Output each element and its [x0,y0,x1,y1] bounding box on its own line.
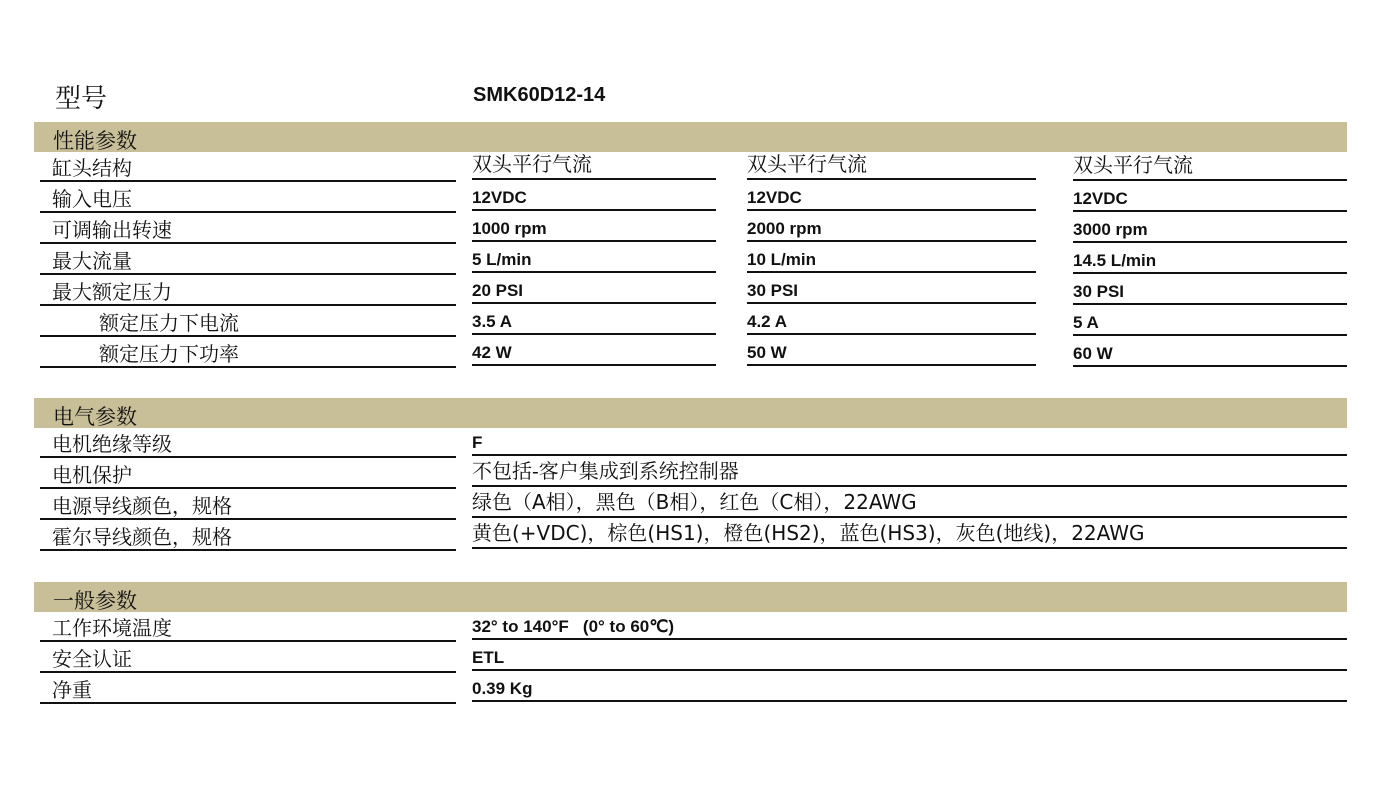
cell-text: 2000 rpm [747,219,822,238]
cell-text: 30 PSI [747,281,799,300]
cell-max-flow-1 [472,243,716,273]
cell-text: 5 A [1073,313,1099,332]
model-value: SMK60D12-14 [473,84,606,106]
cell-text: 不包括-客户集成到系统控制器 [472,459,739,483]
cell-cylinder-head-2 [747,150,1036,180]
cell-text: 双头平行气流 [1073,153,1193,177]
cell-text: 0.39 Kg [472,679,533,698]
cell-rated-current-3 [1073,306,1347,336]
cell-rated-current-2 [747,305,1036,335]
cell-cylinder-head-1 [472,150,716,180]
cell-output-speed-1 [472,212,716,242]
electrical-title: 电气参数 [53,405,137,429]
general-title: 一般参数 [53,589,137,613]
cell-max-pressure-3 [1073,275,1347,305]
row-label-insulation-class [40,428,456,458]
cell-power-lead-colors [472,488,1347,518]
cell-input-voltage-3 [1073,182,1347,212]
row-label-input-voltage [40,183,456,213]
cell-text: ETL [472,648,505,667]
cell-text: 1000 rpm [472,219,547,238]
row-label-hall-lead-colors [40,521,456,551]
cell-text: 3000 rpm [1073,220,1148,239]
cell-text: 50 W [747,343,787,362]
cell-rated-current-1 [472,305,716,335]
cell-text: 20 PSI [472,281,524,300]
cell-net-weight [472,672,1347,702]
cell-max-flow-2 [747,243,1036,273]
cell-cylinder-head-3 [1073,151,1347,181]
cell-text: 黄色(+VDC)，棕色(HS1)，橙色(HS2)，蓝色(HS3)，灰色(地线)，22AWG [472,521,1145,545]
row-label-motor-protection [40,459,456,489]
cell-max-pressure-1 [472,274,716,304]
row-label-operating-temperature [40,612,456,642]
cell-text: 3.5 A [472,312,513,331]
cell-max-pressure-2 [747,274,1036,304]
label-text: 最大流量 [52,249,132,273]
label-text: 霍尔导线颜色，规格 [52,525,232,549]
cell-insulation-class [472,426,1347,456]
label-text: 工作环境温度 [52,616,172,640]
model-label: 型号 [55,84,108,114]
label-text: 电机保护 [52,463,132,487]
row-label-max-pressure [40,276,456,306]
cell-text: 10 L/min [747,250,816,269]
cell-rated-power-2 [747,336,1036,366]
cell-safety-certification [472,641,1347,671]
cell-text: 12VDC [747,188,802,207]
cell-text: 30 PSI [1073,282,1125,301]
performance-section-header [34,122,1347,152]
label-text: 额定压力下电流 [99,311,239,335]
cell-text: F [472,433,483,452]
row-label-safety-certification [40,643,456,673]
cell-text: 双头平行气流 [747,152,867,176]
cell-max-flow-3 [1073,244,1347,274]
label-text: 电机绝缘等级 [52,432,172,456]
label-text: 安全认证 [52,647,132,671]
label-text: 电源导线颜色，规格 [52,494,232,518]
cell-input-voltage-2 [747,181,1036,211]
row-label-cylinder-head [40,152,456,182]
row-label-max-flow [40,245,456,275]
cell-text: 12VDC [1073,189,1128,208]
row-label-rated-current [40,307,456,337]
general-section-header [34,582,1347,612]
cell-text: 绿色（A相），黑色（B相），红色（C相），22AWG [472,490,917,514]
cell-text: 14.5 L/min [1073,251,1157,270]
cell-text: 5 L/min [472,250,532,269]
cell-input-voltage-1 [472,181,716,211]
performance-title: 性能参数 [53,129,137,153]
cell-output-speed-3 [1073,213,1347,243]
row-label-rated-power [40,338,456,368]
cell-rated-power-1 [472,336,716,366]
label-text: 额定压力下功率 [99,342,239,366]
cell-operating-temperature [472,610,1347,640]
cell-text: 4.2 A [747,312,788,331]
cell-rated-power-3 [1073,337,1347,367]
label-text: 可调输出转速 [52,218,172,242]
cell-output-speed-2 [747,212,1036,242]
row-label-output-speed [40,214,456,244]
cell-text: 12VDC [472,188,527,207]
cell-text: 32° to 140°F (0° to 60℃) [472,617,674,636]
cell-motor-protection [472,457,1347,487]
cell-text: 双头平行气流 [472,152,592,176]
label-text: 最大额定压力 [52,280,172,304]
cell-text: 42 W [472,343,512,362]
label-text: 输入电压 [52,187,132,211]
cell-text: 60 W [1073,344,1113,363]
electrical-section-header [34,398,1347,428]
row-label-power-lead-colors [40,490,456,520]
cell-hall-lead-colors [472,519,1347,549]
label-text: 缸头结构 [52,156,132,180]
label-text: 净重 [52,678,92,702]
row-label-net-weight [40,674,456,704]
